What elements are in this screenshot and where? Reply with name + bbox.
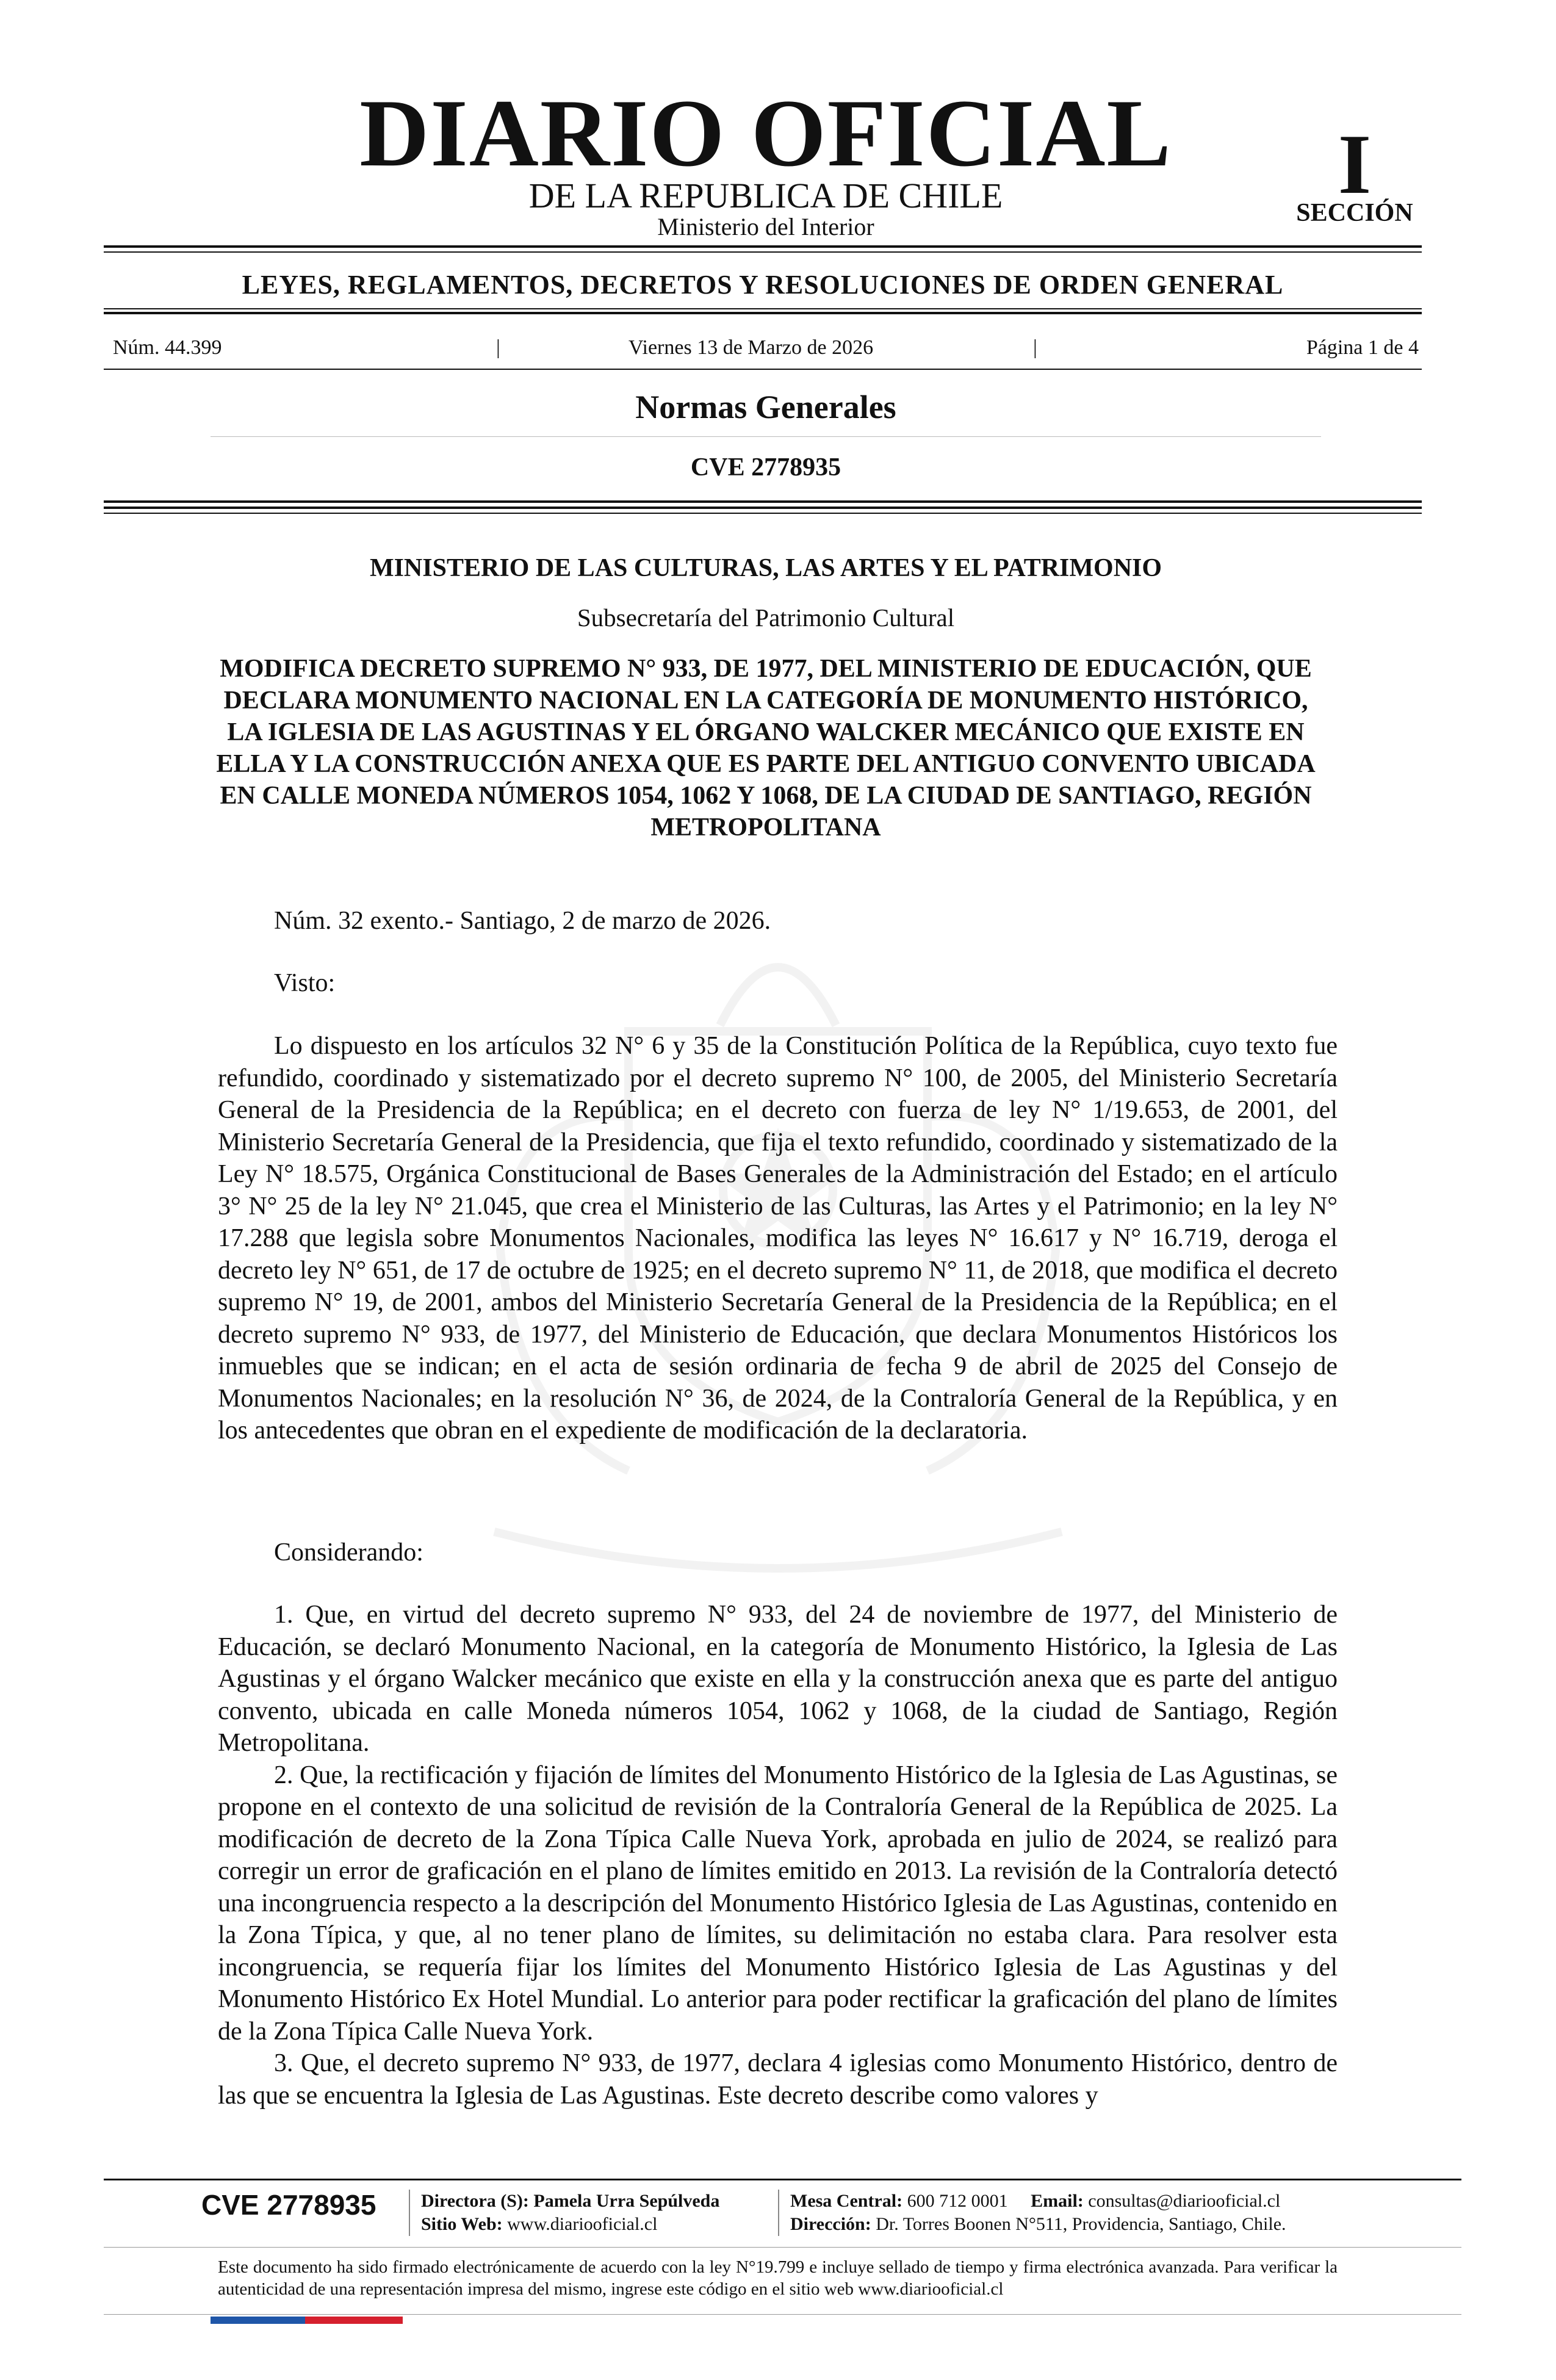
footer-rule-bottom [104,2314,1461,2315]
cve-code: CVE 2778935 [690,453,841,481]
masthead-title: DIARIO OFICIAL [359,80,1172,187]
legal-notice: Este documento ha sido firmado electrónicamente de acuerdo con la ley N°19.799 e incluye sellado de tiempo y firma electrónica avanzada. Para verificar la autenticidad de una representación impresa del mismo, ingrese este código en el sitio web www.diariooficial.cl [218,2257,1338,2299]
issue-number: Núm. 44.399 [113,336,222,359]
section-title-rule [211,436,1321,437]
document-ministry: MINISTERIO DE LAS CULTURAS, LAS ARTES Y EL PATRIMONIO [369,554,1162,582]
decree-number-line: Núm. 32 exento.- Santiago, 2 de marzo de 2026. [274,907,771,935]
issue-separator-2: | [1033,336,1037,359]
issue-row-rule [104,369,1422,370]
cve-rule-1 [104,500,1422,503]
email-label: Email: [1031,2191,1084,2211]
masthead-rule-bottom-1 [104,308,1422,309]
phone-label: Mesa Central: [790,2191,903,2211]
section-title: Normas Generales [635,389,896,425]
web-label: Sitio Web: [421,2214,503,2234]
considerando-heading: Considerando: [274,1538,423,1567]
cve-rule-2 [104,507,1422,509]
considerando-block [218,1599,1338,2111]
masthead-rule-top-2 [104,251,1422,253]
footer-cve-code: CVE 2778935 [201,2189,376,2221]
masthead-rule-bottom-2 [104,312,1422,314]
director-name: Pamela Urra Sepúlveda [533,2191,720,2211]
issue-page: Página 1 de 4 [1306,336,1419,359]
footer-contact-left [421,2190,719,2236]
footer-separator-2 [778,2190,779,2236]
web-link[interactable]: www.diariooficial.cl [507,2214,658,2234]
flag-stripe-red [305,2317,403,2324]
considerando-paragraph-3: 3. Que, el decreto supremo N° 933, de 1977, declara 4 iglesias como Monumento Histórico, dentro de las que se encuentra la Iglesia de Las Agustinas. Este decreto describe como valores y [218,2049,1338,2110]
footer-contact-right [790,2190,1286,2236]
issue-date: Viernes 13 de Marzo de 2026 [629,336,874,359]
issue-info-row [113,336,1419,360]
director-label: Directora (S): [421,2191,529,2211]
address-text: Dr. Torres Boonen N°511, Providencia, Santiago, Chile. [876,2214,1286,2234]
email-link[interactable]: consultas@diariooficial.cl [1088,2191,1281,2211]
cve-rule-3 [104,513,1422,514]
visto-heading: Visto: [274,969,336,997]
visto-paragraph-block [218,1030,1338,1447]
visto-paragraph: Lo dispuesto en los artículos 32 N° 6 y 35 de la Constitución Política de la República, cuyo texto fue refundido, coordinado y sistematizado por el decreto supremo N° 100, de 2005, del Ministerio Secretaría General de la Presidencia de la República; en el decreto con fuerza de ley N° 1/19.653, de 2001, del Ministerio Secretaría General de la Presidencia, que fija el texto refundido, coordinado y sistematizado de la Ley N° 18.575, Orgánica Constitucional de Bases Generales de la Administración del Estado; en el artículo 3° N° 25 de la ley N° 21.045, que crea el Ministerio de las Culturas, las Artes y el Patrimonio; en la ley N° 17.288 que legisla sobre Monumentos Nacionales, modifica las leyes N° 16.617 y N° 16.719, deroga el decreto ley N° 651, de 17 de octubre de 1925; en el decreto supremo N° 11, de 2018, que modifica el decreto supremo N° 19, de 2001, ambos del Ministerio Secretaría General de la Presidencia de la República; en el decreto supremo N° 933, de 1977, del Ministerio de Educación, que declara Monumentos Históricos los inmuebles que se indican; en el acta de sesión ordinaria de fecha 9 de abril de 2025 del Consejo de Monumentos Nacionales; en la resolución N° 36, de 2024, de la Contraloría General de la República, y en los antecedentes que obran en el expediente de modificación de la declaratoria. [218,1032,1338,1444]
section-heading: LEYES, REGLAMENTOS, DECRETOS Y RESOLUCIONES DE ORDEN GENERAL [242,270,1284,300]
section-number: I [1338,117,1372,212]
considerando-paragraph-1: 1. Que, en virtud del decreto supremo N° 933, del 24 de noviembre de 1977, del Ministerio de Educación, se declaró Monumento Nacional, en la categoría de Monumento Histórico, la Iglesia de Las Agustinas y el órgano Walcker mecánico que existe en ella y la construcción anexa que es parte del antiguo convento, ubicada en calle Moneda números 1054, 1062 y 1068, de la ciudad de Santiago, Región Metropolitana. [218,1601,1338,1757]
flag-stripe-blue [211,2317,305,2324]
considerando-paragraph-2: 2. Que, la rectificación y fijación de límites del Monumento Histórico de la Iglesia de Las Agustinas, se propone en el contexto de una solicitud de revisión de la Contraloría General de la República de 2025. La modificación de decreto de la Zona Típica Calle Nueva York, aprobada en julio de 2024, se realizó para corregir un error de graficación en el plano de límites emitido en 2013. La revisión de la Contraloría detectó una incongruencia respecto a la descripción del Monumento Histórico Iglesia de Las Agustinas, contenido en la Zona Típica, y que, al no tener plano de límites, su delimitación no estaba clara. Para resolver esta incongruencia, se requería fijar los límites del Monumento Histórico Iglesia de Las Agustinas y del Monumento Histórico Ex Hotel Mundial. Lo anterior para poder rectificar la graficación del plano de límites de la Zona Típica Calle Nueva York. [218,1761,1338,2046]
address-label: Dirección: [790,2214,871,2234]
masthead-ministry: Ministerio del Interior [657,213,874,240]
footer-separator-1 [409,2190,410,2236]
phone-number: 600 712 0001 [907,2191,1008,2211]
footer-rule-top [104,2179,1461,2180]
issue-separator-1: | [496,336,500,359]
footer-rule-middle [104,2247,1461,2248]
document-title: MODIFICA DECRETO SUPREMO N° 933, DE 1977, DEL MINISTERIO DE EDUCACIÓN, QUE DECLARA MONUMENTO NACIONAL EN LA CATEGORÍA DE MONUMENTO HISTÓRICO, LA IGLESIA DE LAS AGUSTINAS Y EL ÓRGANO WALCKER MECÁNICO QUE EXISTE EN ELLA Y LA CONSTRUCCIÓN ANEXA QUE ES PARTE DEL ANTIGUO CONVENTO UBICADA EN CALLE MONEDA NÚMEROS 1054, 1062 Y 1068, DE LA CIUDAD DE SANTIAGO, REGIÓN METROPOLITANA [216,655,1316,842]
section-label: SECCIÓN [1296,199,1413,227]
masthead-rule-top-1 [104,245,1422,248]
masthead-subtitle: DE LA REPUBLICA DE CHILE [528,176,1003,215]
document-subsecretaria: Subsecretaría del Patrimonio Cultural [577,604,955,632]
